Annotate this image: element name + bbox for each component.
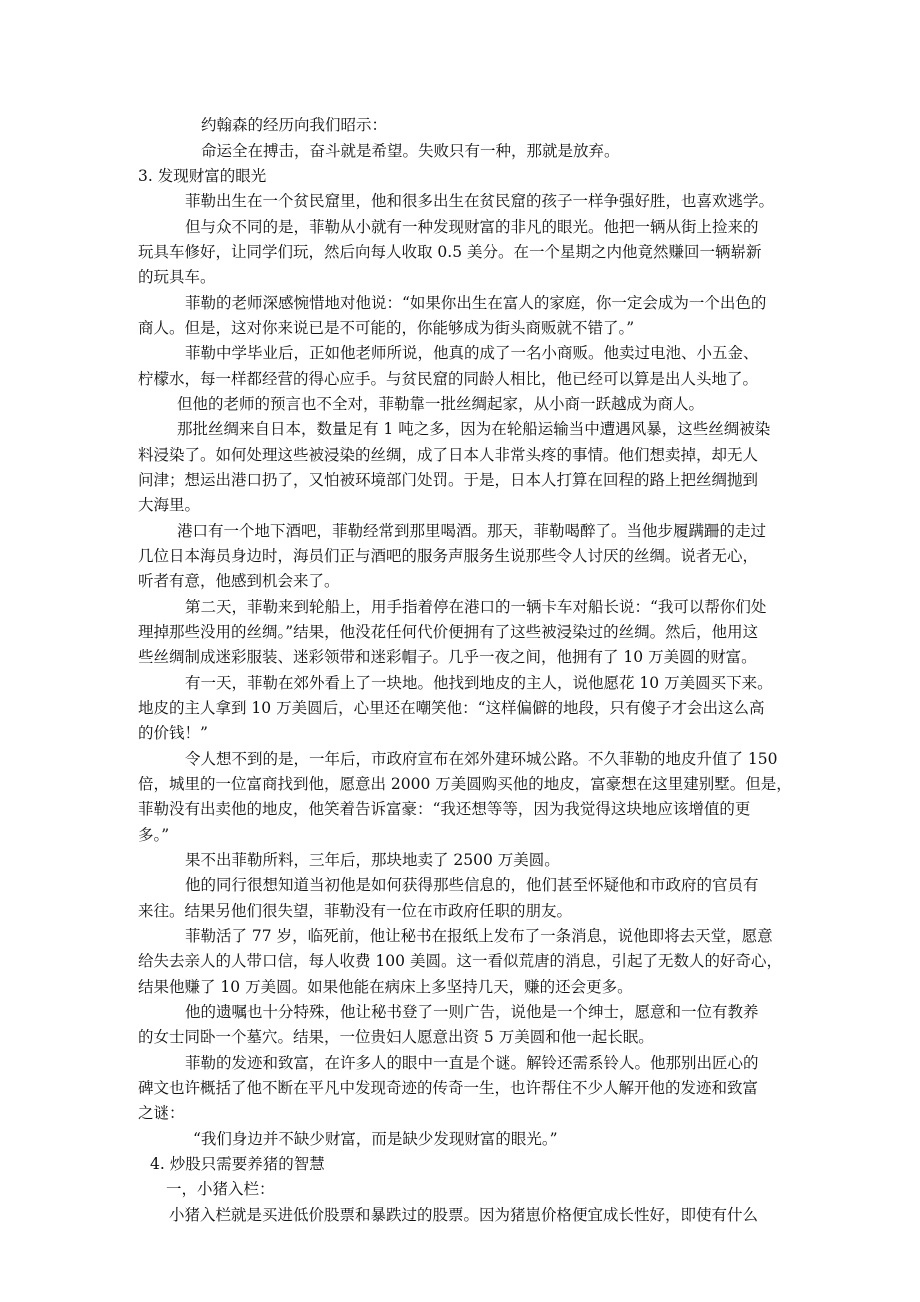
text-line: 菲勒没有出卖他的地皮，他笑着告诉富豪：“我还想等等，因为我觉得这块地应该增值的更 [138,800,751,818]
text-line: 来往。结果另他们很失望，菲勒没有一位在市政府任职的朋友。 [138,902,573,920]
text-line: 几位日本海员身边时，海员们正与酒吧的服务声服务生说那些令人讨厌的丝绸。说者无心， [138,547,759,565]
text-line: 菲勒活了 77 岁，临死前，他让秘书在报纸上发布了一条消息，说他即将去天堂，愿意 [185,927,773,945]
text-line: 港口有一个地下酒吧，菲勒经常到那里喝酒。那天，菲勒喝醉了。当他步履蹒跚的走过 [177,522,767,540]
text-line: 地皮的主人拿到 10 万美圆后，心里还在嘲笑他：“这样偏僻的地段，只有傻子才会出这么高 [138,699,765,717]
text-line: 果不出菲勒所料，三年后，那块地卖了 2500 万美圆。 [185,851,560,869]
text-line: 小猪入栏就是买进低价股票和暴跌过的股票。因为猪崽价格便宜成长性好，即使有什么 [169,1206,759,1224]
quote-line: “我们身边并不缺少财富，而是缺少发现财富的眼光。” [193,1130,558,1148]
text-line: 碑文也许概括了他不断在平凡中发现奇迹的传奇一生，也许帮住不少人解开他的发迹和致富 [138,1079,759,1097]
text-line: 大海里。 [138,496,201,514]
text-line: 问津；想运出港口扔了，又怕被环境部门处罚。于是，日本人打算在回程的路上把丝绸抛到 [138,471,759,489]
text-line: 菲勒中学毕业后，正如他老师所说，他真的成了一名小商贩。他卖过电池、小五金、 [185,344,759,362]
text-line: 结果他赚了 10 万美圆。如果他能在病床上多坚持几天，赚的还会更多。 [138,978,633,996]
text-line: 些丝绸制成迷彩服装、迷彩领带和迷彩帽子。几乎一夜之间，他拥有了 10 万美圆的财富。 [138,648,757,666]
text-line: 菲勒的老师深感惋惜地对他说：“如果你出生在富人的家庭，你一定会成为一个出色的 [185,294,767,312]
text-line: 他的遗嘱也十分特殊，他让秘书登了一则广告，说他是一个绅士，愿意和一位有教养 [185,1003,759,1021]
text-line: 的价钱！” [138,724,208,742]
text-line: 玩具车修好，让同学们玩，然后向每人收取 0.5 美分。在一个星期之内他竟然赚回一辆崭新 [138,243,762,261]
text-line: 但与众不同的是，菲勒从小就有一种发现财富的非凡的眼光。他把一辆从街上捡来的 [185,218,759,236]
text-line: 的玩具车。 [138,268,216,286]
text-line: 他的同行很想知道当初他是如何获得那些信息的，他们甚至怀疑他和市政府的官员有 [185,876,759,894]
text-line: 那批丝绸来自日本，数量足有 1 吨之多，因为在轮船运输当中遭遇风暴，这些丝绸被染 [177,420,771,438]
section-heading: 4. 炒股只需要养猪的智慧 [150,1155,325,1173]
text-line: 菲勒的发迹和致富，在许多人的眼中一直是个谜。解铃还需系铃人。他那别出匠心的 [185,1054,759,1072]
text-line: 第二天，菲勒来到轮船上，用手指着停在港口的一辆卡车对船长说：“我可以帮你们处 [185,598,767,616]
text-line: 给失去亲人的人带口信，每人收费 100 美圆。这一看似荒唐的消息，引起了无数人的好奇心， [138,952,782,970]
text-line: 的女士同卧一个墓穴。结果，一位贵妇人愿意出资 5 万美圆和他一起长眠。 [138,1028,654,1046]
text-line: 但他的老师的预言也不全对，菲勒靠一批丝绸起家，从小商一跃越成为商人。 [177,395,705,413]
text-line: 柠檬水，每一样都经营的得心应手。与贫民窟的同龄人相比，他已经可以算是出人头地了。 [138,370,759,388]
section-heading: 3. 发现财富的眼光 [138,167,267,185]
text-line: 菲勒出生在一个贫民窟里，他和很多出生在贫民窟的孩子一样争强好胜，也喜欢逃学。 [185,192,775,210]
text-line: 约翰森的经历向我们昭示： [201,116,388,134]
text-line: 听者有意，他感到机会来了。 [138,572,340,590]
text-line: 倍，城里的一位富商找到他，愿意出 2000 万美圆购买他的地皮，富豪想在这里建别墅。但是， [138,775,792,793]
text-line: 料浸染了。如何处理这些被浸染的丝绸，成了日本人非常头疼的事情。他们想卖掉，却无人 [138,446,759,464]
text-line: 命运全在搏击，奋斗就是希望。失败只有一种，那就是放弃。 [201,142,620,160]
text-line: 令人想不到的是，一年后，市政府宣布在郊外建环城公路。不久菲勒的地皮升值了 150 [185,750,778,768]
text-line: 理掉那些没用的丝绸。”结果，他没花任何代价便拥有了这些被浸染过的丝绸。然后，他用这 [138,623,759,641]
subheading: 一，小猪入栏： [166,1180,275,1198]
text-line: 之谜： [138,1104,185,1122]
text-line: 多。” [138,826,170,844]
text-line: 有一天，菲勒在郊外看上了一块地。他找到地皮的主人，说他愿花 10 万美圆买下来。 [185,674,773,692]
text-line: 商人。但是，这对你来说已是不可能的，你能够成为街头商贩就不错了。” [138,319,635,337]
